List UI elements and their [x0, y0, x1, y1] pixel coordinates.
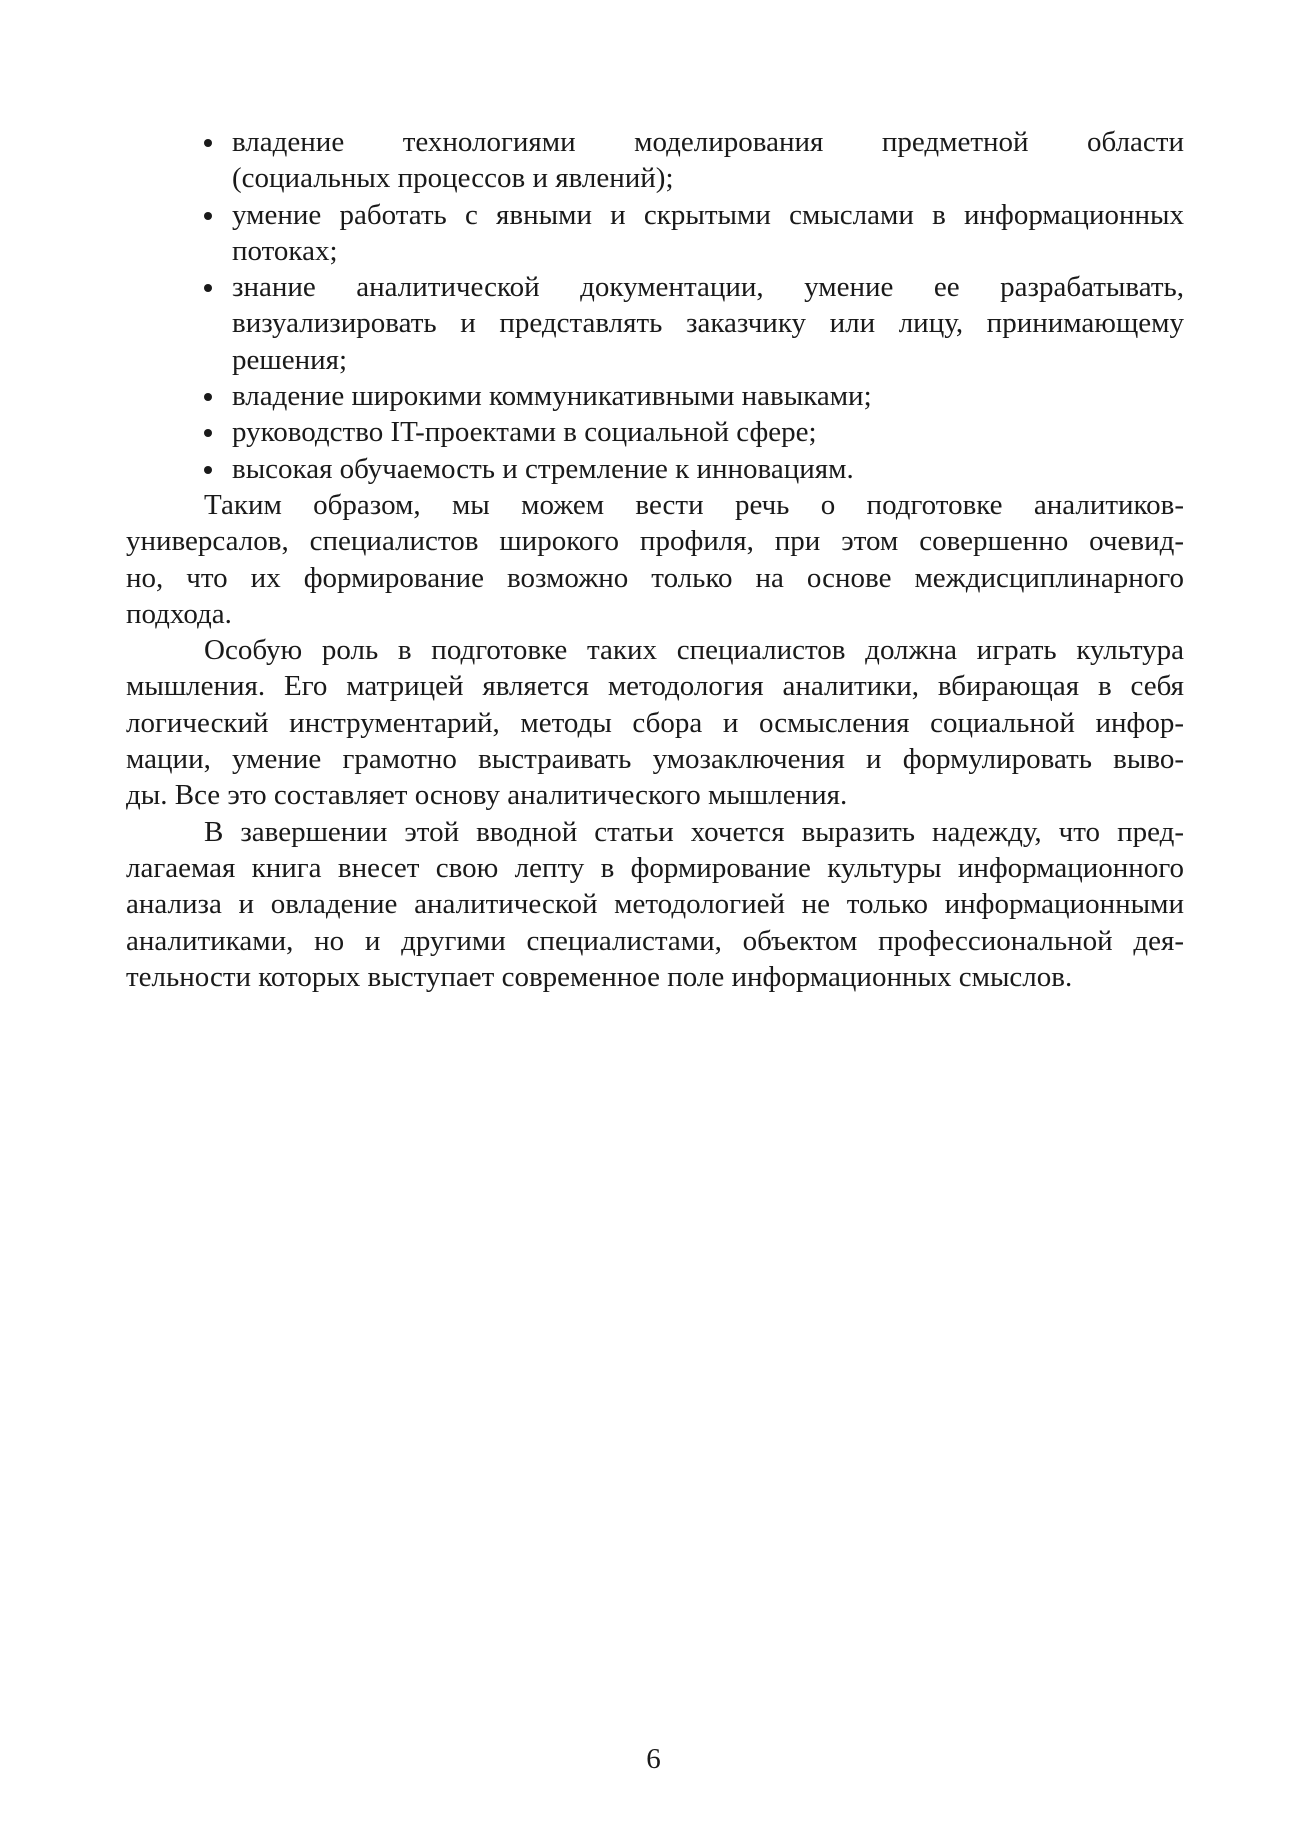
- text-line: но, что их формирование возможно только на основе междисциплинарного: [126, 561, 1184, 594]
- page-number: 6: [646, 1743, 661, 1775]
- text-line: потоках;: [232, 234, 338, 267]
- bullet-marker: [196, 414, 226, 450]
- bullet-item: [126, 378, 1184, 414]
- text-line: аналитиками, но и другими специалистами, объектом профессиональной дея-: [126, 924, 1184, 957]
- text-line: владение широкими коммуникативными навыками;: [232, 380, 872, 413]
- text-line: визуализировать и представлять заказчику или лицу, принимающему: [232, 307, 1184, 340]
- text-line: мации, умение грамотно выстраивать умозаключения и формулировать выво-: [126, 743, 1184, 776]
- bullet-marker: [196, 378, 226, 414]
- paragraph: [126, 814, 1184, 995]
- text-line: владение технологиями моделирования предметной области: [232, 126, 1184, 158]
- text-line: решения;: [232, 343, 348, 376]
- text-line: высокая обучаемость и стремление к инновациям.: [232, 452, 854, 485]
- bullet-item: [126, 197, 1184, 270]
- text-line: знание аналитической документации, умение ее разрабатывать,: [232, 271, 1184, 304]
- text-line: (социальных процессов и явлений);: [232, 162, 674, 195]
- text-line: умение работать с явными и скрытыми смыслами в информационных: [232, 198, 1184, 231]
- bullet-item: [126, 124, 1184, 197]
- text-line: ды. Все это составляет основу аналитического мышления.: [126, 779, 848, 812]
- text-line: подхода.: [126, 597, 232, 630]
- paragraph: [126, 487, 1184, 632]
- text-line: Особую роль в подготовке таких специалистов должна играть культура: [204, 634, 1184, 667]
- bullet-item: [126, 414, 1184, 450]
- text-line: мышления. Его матрицей является методология аналитики, вбирающая в себя: [126, 670, 1184, 703]
- bullet-item: [126, 451, 1184, 487]
- text-line: универсалов, специалистов широкого профиля, при этом совершенно очевид-: [126, 525, 1184, 558]
- bullet-marker: [196, 451, 226, 487]
- text-line: Таким образом, мы можем вести речь о подготовке аналитиков-: [204, 488, 1184, 521]
- text-line: тельности которых выступает современное поле информационных смыслов.: [126, 960, 1073, 993]
- text-line: лагаемая книга внесет свою лепту в формирование культуры информационного: [126, 851, 1184, 884]
- bullet-marker: [196, 124, 226, 160]
- paragraph: [126, 632, 1184, 813]
- bullet-item: [126, 269, 1184, 378]
- text-line: В завершении этой вводной статьи хочется выразить надежду, что пред-: [204, 815, 1184, 848]
- text-line: логический инструментарий, методы сбора и осмысления социальной инфор-: [126, 706, 1184, 739]
- text-line: анализа и овладение аналитической методологией не только информационными: [126, 888, 1184, 921]
- bullet-marker: [196, 197, 226, 233]
- text-line: руководство IT-проектами в социальной сфере;: [232, 416, 817, 449]
- page-text: [126, 124, 1184, 995]
- bullet-marker: [196, 269, 226, 305]
